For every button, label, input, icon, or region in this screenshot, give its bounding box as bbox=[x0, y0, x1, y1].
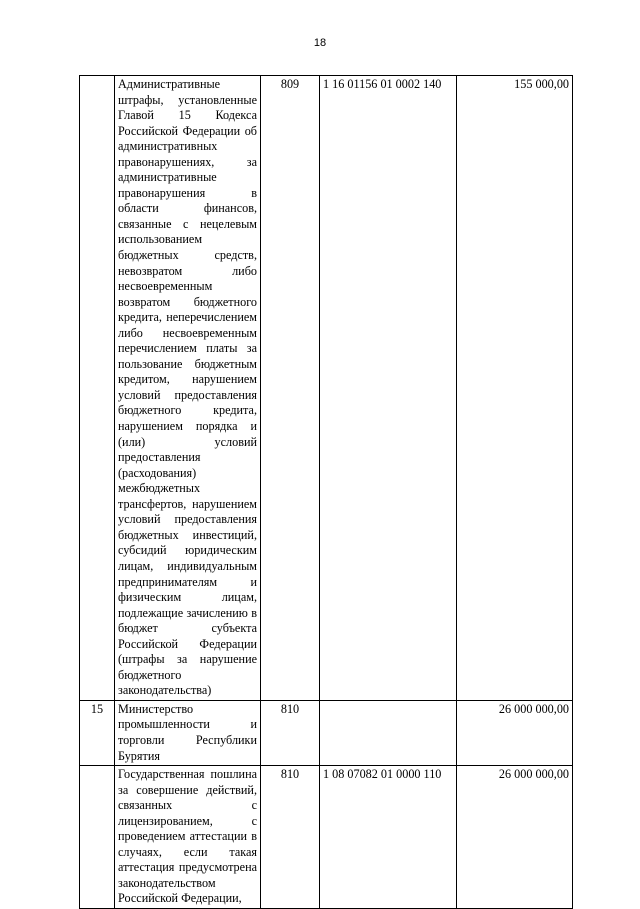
budget-classification-code-cell: 1 08 07082 01 0000 110 bbox=[320, 766, 457, 909]
table-row bbox=[80, 76, 573, 701]
budget-classification-code-cell: 1 16 01156 01 0002 140 bbox=[320, 76, 457, 701]
table-row bbox=[80, 766, 573, 909]
amount-cell: 155 000,00 bbox=[457, 76, 573, 701]
budget-classification-code-cell bbox=[320, 700, 457, 765]
revenue-name-cell: Министерство промышленности и торговли Республики Бурятия bbox=[115, 700, 261, 765]
administrator-code-cell: 809 bbox=[261, 76, 320, 701]
row-number-cell bbox=[80, 766, 115, 909]
row-number-cell bbox=[80, 76, 115, 701]
revenue-name-cell: Государственная пошлина за совершение действий, связанных с лицензированием, с проведением аттестации в случаях, если такая аттестация предусмотрена законодательством Российской Федерации, bbox=[115, 766, 261, 909]
table-row bbox=[80, 700, 573, 765]
row-number-cell: 15 bbox=[80, 700, 115, 765]
budget-revenue-table bbox=[79, 75, 573, 909]
amount-cell: 26 000 000,00 bbox=[457, 766, 573, 909]
revenue-name-cell: Административные штрафы, установленные Главой 15 Кодекса Российской Федерации об административных правонарушениях, за административные правонарушения в области финансов, связанные с нецелевым использованием бюджетных средств, невозвратом либо несвоевременным возвратом бюджетного кредита, неперечислением либо несвоевременным перечислением платы за пользование бюджетным кредитом, нарушением условий предоставления бюджетного кредита, нарушением порядка и (или) условий предоставления (расходования) межбюджетных трансфертов, нарушением условий предоставления бюджетных инвестиций, субсидий юридическим лицам, индивидуальным предпринимателям и физическим лицам, подлежащие зачислению в бюджет субъекта Российской Федерации (штрафы за нарушение бюджетного законодательства) bbox=[115, 76, 261, 701]
amount-cell: 26 000 000,00 bbox=[457, 700, 573, 765]
administrator-code-cell: 810 bbox=[261, 766, 320, 909]
administrator-code-cell: 810 bbox=[261, 700, 320, 765]
page-number: 18 bbox=[313, 37, 327, 49]
